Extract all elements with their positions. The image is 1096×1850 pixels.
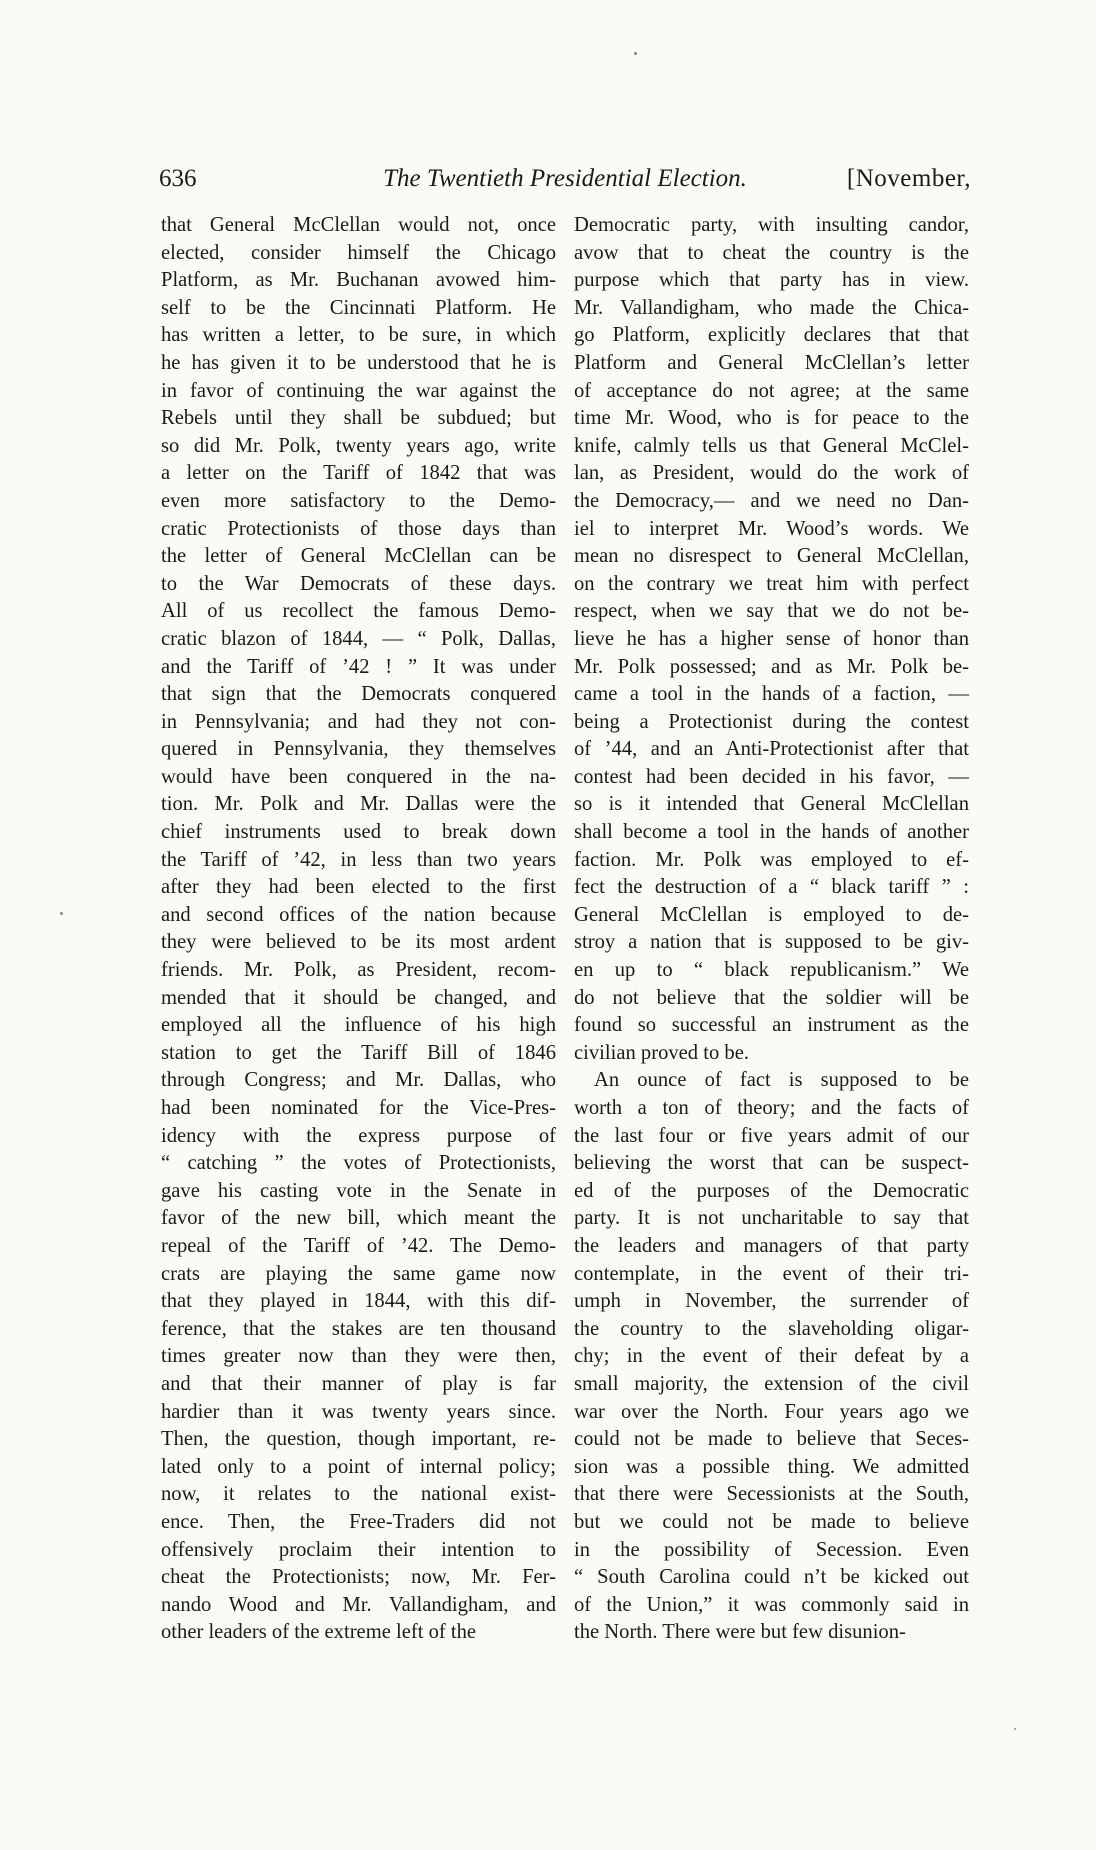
text-line: hardier than it was twenty years since. (161, 1400, 556, 1423)
text-line: cheat the Protectionists; now, Mr. Fer- (161, 1566, 556, 1589)
text-line: chy; in the event of their defeat by a (574, 1345, 969, 1368)
running-title: The Twentieth Presidential Election. (383, 165, 747, 192)
text-line: Mr. Polk possessed; and as Mr. Polk be- (574, 655, 969, 678)
text-line: lieve he has a higher sense of honor than (574, 627, 969, 650)
text-line: employed all the influence of his high (161, 1014, 556, 1037)
text-line: contemplate, in the event of their tri- (574, 1262, 969, 1285)
text-line: Platform, as Mr. Buchanan avowed him- (161, 269, 556, 292)
text-line: avow that to cheat the country is the (574, 241, 969, 264)
text-line: believing the worst that can be suspect- (574, 1152, 969, 1175)
text-line: General McClellan is employed to de- (574, 903, 969, 926)
text-line: idency with the express purpose of (161, 1124, 556, 1147)
text-line: purpose which that party has in view. (574, 269, 969, 292)
text-line: shall become a tool in the hands of another (574, 821, 969, 844)
text-line: has written a letter, to be sure, in which (161, 324, 556, 347)
text-line: found so successful an instrument as the (574, 1014, 969, 1037)
text-line: they were believed to be its most ardent (161, 931, 556, 954)
text-line: sion was a possible thing. We admitted (574, 1455, 969, 1478)
text-line: “ South Carolina could n’t be kicked out (574, 1566, 969, 1589)
text-line: repeal of the Tariff of ’42. The Demo- (161, 1234, 556, 1257)
text-line: could not be made to believe that Seces- (574, 1428, 969, 1451)
text-line: An ounce of fact is supposed to be (594, 1069, 969, 1092)
text-line: cratic blazon of 1844, — “ Polk, Dallas, (161, 627, 556, 650)
page-number: 636 (159, 165, 197, 192)
text-line: faction. Mr. Polk was employed to ef- (574, 848, 969, 871)
text-line: lan, as President, would do the work of (574, 462, 969, 485)
text-line: so is it intended that General McClellan (574, 793, 969, 816)
text-line: gave his casting vote in the Senate in (161, 1179, 556, 1202)
text-line: elected, consider himself the Chicago (161, 241, 556, 264)
text-line: ference, that the stakes are ten thousand (161, 1317, 556, 1340)
text-line: in favor of continuing the war against the (161, 379, 556, 402)
text-line: he has given it to be understood that he is (161, 351, 556, 374)
text-line: on the contrary we treat him with perfect (574, 572, 969, 595)
text-line: lated only to a point of internal policy; (161, 1455, 556, 1478)
text-line: of ’44, and an Anti-Protectionist after that (574, 738, 969, 761)
text-line: that sign that the Democrats conquered (161, 683, 556, 706)
text-line: favor of the new bill, which meant the (161, 1207, 556, 1230)
text-line: friends. Mr. Polk, as President, recom- (161, 959, 556, 982)
left-column (161, 212, 556, 1647)
text-line: of the Union,” it was commonly said in (574, 1593, 969, 1616)
text-line: chief instruments used to break down (161, 821, 556, 844)
text-line: umph in November, the surrender of (574, 1290, 969, 1313)
running-date: [November, (846, 165, 971, 192)
running-head (159, 162, 971, 196)
text-line: knife, calmly tells us that General McClel- (574, 434, 969, 457)
text-line: go Platform, explicitly declares that that (574, 324, 969, 347)
text-line: fect the destruction of a “ black tariff ” : (574, 876, 969, 899)
text-line: Mr. Vallandigham, who made the Chica- (574, 296, 969, 319)
text-line: tion. Mr. Polk and Mr. Dallas were the (161, 793, 556, 816)
paper-speck (1014, 1728, 1016, 1730)
text-line: the Tariff of ’42, in less than two years (161, 848, 556, 871)
text-line: contest had been decided in his favor, — (574, 765, 969, 788)
text-line: stroy a nation that is supposed to be giv- (574, 931, 969, 954)
text-line: All of us recollect the famous Demo- (161, 600, 556, 623)
text-line: the leaders and managers of that party (574, 1234, 969, 1257)
text-line: and the Tariff of ’42 ! ” It was under (161, 655, 556, 678)
text-line: the letter of General McClellan can be (161, 545, 556, 568)
text-line: Platform and General McClellan’s letter (574, 351, 969, 374)
text-line: through Congress; and Mr. Dallas, who (161, 1069, 556, 1092)
text-line: worth a ton of theory; and the facts of (574, 1097, 969, 1119)
text-line: ence. Then, the Free-Traders did not (161, 1510, 556, 1533)
text-line: in the possibility of Secession. Even (574, 1538, 969, 1561)
text-line: Rebels until they shall be subdued; but (161, 407, 556, 430)
text-line: the North. There were but few disunion- (574, 1621, 906, 1644)
text-line: do not believe that the soldier will be (574, 986, 969, 1009)
text-line: that General McClellan would not, once (161, 214, 556, 236)
text-line: times greater now than they were then, (161, 1345, 556, 1368)
text-line: respect, when we say that we do not be- (574, 600, 969, 623)
text-line: the Democracy,— and we need no Dan- (574, 489, 969, 512)
text-line: nando Wood and Mr. Vallandigham, and (161, 1593, 556, 1616)
text-line: to the War Democrats of these days. (161, 572, 556, 595)
text-line: war over the North. Four years ago we (574, 1400, 969, 1423)
text-line: and that their manner of play is far (161, 1372, 556, 1395)
text-line: of acceptance do not agree; at the same (574, 379, 969, 402)
text-line: party. It is not uncharitable to say that (574, 1207, 969, 1230)
text-line: Democratic party, with insulting candor, (574, 214, 969, 236)
paper-speck (60, 912, 63, 915)
text-line: now, it relates to the national exist- (161, 1483, 556, 1506)
text-line: en up to “ black republicanism.” We (574, 959, 969, 982)
text-line: Then, the question, though important, re- (161, 1428, 556, 1451)
text-line: cratic Protectionists of those days than (161, 517, 556, 540)
text-line: came a tool in the hands of a faction, — (574, 683, 969, 706)
text-line: even more satisfactory to the Demo- (161, 489, 556, 512)
text-line: iel to interpret Mr. Wood’s words. We (574, 517, 969, 540)
text-line: mended that it should be changed, and (161, 986, 556, 1009)
text-line: that they played in 1844, with this dif- (161, 1290, 556, 1313)
text-line: would have been conquered in the na- (161, 765, 556, 788)
text-line: quered in Pennsylvania, they themselves (161, 738, 556, 761)
right-column (574, 212, 969, 1647)
text-line: station to get the Tariff Bill of 1846 (161, 1041, 556, 1064)
text-line: offensively proclaim their intention to (161, 1538, 556, 1561)
text-line: that there were Secessionists at the South, (574, 1483, 969, 1506)
text-line: after they had been elected to the first (161, 876, 556, 899)
text-line: civilian proved to be. (574, 1041, 749, 1064)
text-line: the last four or five years admit of our (574, 1124, 969, 1147)
text-line: but we could not be made to believe (574, 1510, 969, 1533)
text-line: and second offices of the nation because (161, 903, 556, 926)
text-line: the country to the slaveholding oligar- (574, 1317, 969, 1340)
text-line: crats are playing the same game now (161, 1262, 556, 1285)
text-line: self to be the Cincinnati Platform. He (161, 296, 556, 319)
text-line: a letter on the Tariff of 1842 that was (161, 462, 556, 485)
text-line: ed of the purposes of the Democratic (574, 1179, 969, 1202)
text-line: being a Protectionist during the contest (574, 710, 969, 733)
text-line: small majority, the extension of the civil (574, 1372, 969, 1395)
text-line: time Mr. Wood, who is for peace to the (574, 407, 969, 430)
text-line: had been nominated for the Vice-Pres- (161, 1097, 556, 1119)
text-line: other leaders of the extreme left of the (161, 1621, 477, 1644)
text-line: in Pennsylvania; and had they not con- (161, 710, 556, 733)
paper-speck (634, 52, 637, 55)
text-line: “ catching ” the votes of Protectionists, (161, 1152, 556, 1175)
text-line: so did Mr. Polk, twenty years ago, write (161, 434, 556, 457)
text-line: mean no disrespect to General McClellan, (574, 545, 969, 568)
